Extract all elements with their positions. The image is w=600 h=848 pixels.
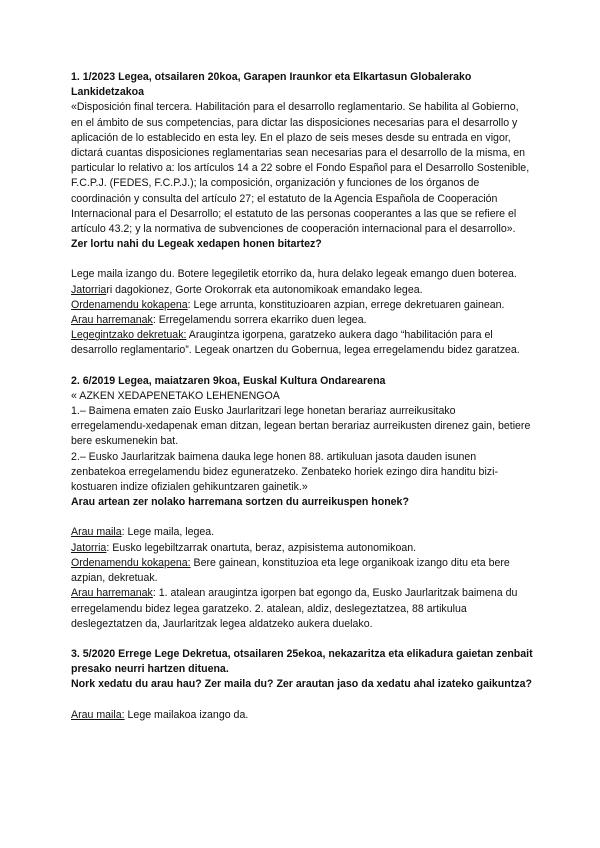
section-1-legegintzako xyxy=(71,328,533,358)
harreman-label: Arau harremanak xyxy=(71,314,153,327)
document-body xyxy=(71,70,533,723)
section-2-question: Arau artean zer nolako harremana sortzen du aurreikuspen honek? xyxy=(71,496,409,509)
harreman-label: Arau harremanak xyxy=(71,587,153,600)
section-2-ordenamendu xyxy=(71,556,533,586)
section-3-title: 3. 5/2020 Errege Lege Dekretua, otsailaren 25ekoa, nekazaritza eta elikadura gaietan zenbait presako neurri hartzen dituena. xyxy=(71,647,533,676)
section-2-quote-head: « AZKEN XEDAPENETAKO LEHENENGOA xyxy=(71,389,280,402)
section-1-harreman xyxy=(71,313,533,328)
section-1-title: 1. 1/2023 Legea, otsailaren 20koa, Garapen Iraunkor eta Elkartasun Globalerako Lankidetzakoa xyxy=(71,71,472,99)
section-1-ordenamendu xyxy=(71,298,533,313)
section-1-quote: «Disposición final tercera. Habilitación para el desarrollo reglamentario. Se habilita al Gobierno, en el ámbito de sus competencias, para dictar las disposiciones necesarias para el desarrollo y aplicación de lo establecido en esta ley. En el plazo de seis meses desde su entrada en vigor, dictará cuantas disposiciones reglamentarias sean necesarias para el desarrollo de la misma, en particular lo relativo a: los artículos 14 a 22 sobre el Fondo Español para el Desarrollo Sostenible, F.C.P.J. (FEDES, F.C.P.J.); la composición, organización y funciones de los órganos de coordinación y consulta del artículo 27; el estatuto de la Agencia Española de Cooperación Internacional para el Desarrollo; el estatuto de las personas cooperantes a las que se refiere el artículo 43.2; y la normativa de subvenciones de cooperación internacional para el desarrollo». xyxy=(71,101,530,236)
section-2-harreman xyxy=(71,586,533,632)
arau-maila-label: Arau maila xyxy=(71,526,122,539)
section-2-arau-maila xyxy=(71,525,533,540)
ordenamendu-text: : Lege arrunta, konstituzioaren azpian, erregе dekretuaren gainean. xyxy=(187,298,505,311)
section-2-quote-1: 1.– Baimena ematen zaio Eusko Jaurlaritzari lege honetan berariaz aurreikusitako erregelamendu-xedapenak eman ditzan, legean bertan berariaz aurreikusten direnez gain, betiere bere eskumenekin bat. xyxy=(71,405,531,448)
jatorria-text: : Eusko legebiltzarrak onartuta, beraz, azpisistema autonomikoan. xyxy=(106,541,417,554)
jatorria-label: Jatorria xyxy=(71,283,107,296)
ordenamendu-label: Ordenamendu kokapena: xyxy=(71,556,191,569)
jatorria-label: Jatorria xyxy=(71,541,107,554)
ordenamendu-label: Ordenamendu kokapena xyxy=(71,298,188,311)
section-2-title: 2. 6/2019 Legea, maiatzaren 9koa, Euskal Kultura Ondarearena xyxy=(71,374,386,387)
section-3-question: Nork xedatu du arau hau? Zer maila du? Zer arautan jaso da xedatu ahal izateko gaikuntza? xyxy=(71,678,532,691)
arau-maila-text: Lege mailakoa izango da. xyxy=(124,708,249,721)
harreman-text: : Erregelamendu sorrera ekarriko duen legea. xyxy=(152,314,367,327)
arau-maila-text: : Lege maila, legea. xyxy=(121,526,215,539)
section-1-jatorria xyxy=(71,283,533,298)
jatorria-text: ri dagokionez, Gorte Orokorrak eta autonomikoak emandako legea. xyxy=(106,283,423,296)
section-2-quote-2: 2.– Eusko Jaurlaritzak baimena dauka lege honen 88. artikuluan jasota dauden isunen zenbatekoa erregelamendu bidez eguneratzeko. Zenbateko horiek ezingo dira handitu bizi-kostuaren indize ofizialen gehikuntzaren gainetik.» xyxy=(71,450,498,494)
legegintzako-label: Legegintzako dekretuak: xyxy=(71,329,187,342)
section-2-jatorria xyxy=(71,541,533,556)
section-3-arau-maila xyxy=(71,708,533,723)
harreman-text: : 1. atalean araugintza igorpen bat egongo da, Eusko Jaurlaritzak baimena du erregelamendu bidez legea garatzeko. 2. atalean, aldiz, deslegeztatzea, 88 artikulua deslegeztatzen da, Jaurlaritzak legea aldatzeko aukera duelako. xyxy=(71,587,518,630)
arau-maila-label: Arau maila: xyxy=(71,708,125,721)
section-1-question: Zer lortu nahi du Legeak xedapen honen bitartez? xyxy=(71,238,322,251)
section-1-intro: Lege maila izango du. Botere legegiletik etorriko da, hura delako legeak emango duen boterea. xyxy=(71,268,517,281)
ordenamendu-text: Bere gainean, konstituzioa eta lege organikoak izango ditu eta bere azpian, dekretuak. xyxy=(71,556,510,585)
legegintzako-text: Araugintza igorpena, garatzeko aukera dago “habilitación para el desarrollo reglamentario”. Legeak onartzen du Gobernua, legea erregelamendu bidez garatzea. xyxy=(71,329,520,357)
